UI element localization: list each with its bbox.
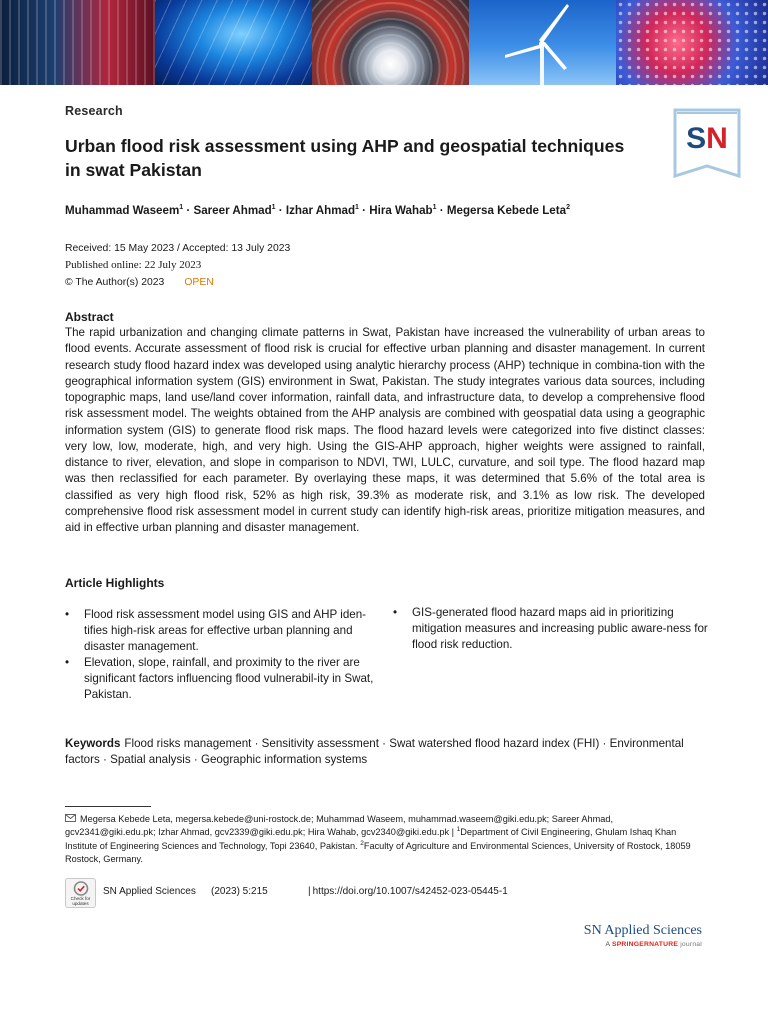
journal-footer-brand (584, 922, 702, 950)
journal-suffix: journal (680, 941, 702, 948)
author-separator: · (275, 204, 286, 217)
author-separator: · (436, 204, 447, 217)
correspondence-footnote (65, 813, 705, 867)
banner-image-server-racks (0, 0, 155, 85)
author-name[interactable]: Megersa Kebede Leta (446, 204, 567, 217)
doi-separator: | (308, 886, 311, 897)
keywords (65, 736, 705, 768)
highlight-text: Flood risk assessment model using GIS and AHP iden-tifies high-risk areas for effective urban planning and disaster management. (84, 608, 367, 653)
author-separator: · (183, 204, 194, 217)
svg-text:SN: SN (686, 122, 728, 155)
highlights-list-right (393, 605, 708, 653)
author-name[interactable]: Hira Wahab (369, 204, 433, 217)
highlights-list-left (65, 607, 375, 703)
received-accepted-date: Received: 15 May 2023 / Accepted: 13 July 2023 (65, 243, 291, 254)
envelope-icon (65, 814, 76, 822)
highlight-item (393, 605, 708, 653)
publication-dates (65, 240, 290, 291)
bullet-icon: • (65, 656, 70, 669)
banner-image-wind-turbine (469, 0, 616, 85)
journal-volume: (2023) 5:215 (211, 886, 268, 897)
abstract-heading: Abstract (65, 310, 114, 324)
check-for-updates-badge[interactable] (65, 878, 96, 908)
wind-turbine-icon (469, 0, 616, 85)
journal-name: SN Applied Sciences (103, 886, 196, 897)
open-access-badge[interactable]: OPEN (184, 277, 214, 288)
header-banner (0, 0, 768, 85)
highlight-text: Elevation, slope, rainfall, and proximity to the river are significant factors influencing flood vulnerabil-ity in Swat, Pakistan. (84, 656, 374, 701)
sn-logo (673, 108, 741, 178)
keywords-label: Keywords (65, 737, 121, 750)
author-name[interactable]: Muhammad Waseem (65, 204, 180, 217)
article-type-label: Research (65, 104, 123, 118)
affiliation-number: 2 (360, 839, 364, 847)
affiliation-1: Department of Civil Engineering, Ghulam Ishaq Khan Institute of Engineering Sciences and Technology, Topi 23640, Pakistan. (65, 827, 677, 851)
springer-logo-text: SPRINGER (611, 941, 650, 948)
affiliation-2: Faculty of Agriculture and Environmental Sciences, University of Rostock, 18059 Rostock, Germany. (65, 840, 691, 865)
author-name[interactable]: Sareer Ahmad (193, 204, 272, 217)
affiliation-number: 1 (432, 204, 437, 212)
highlight-item (65, 607, 375, 655)
article-title: Urban flood risk assessment using AHP and geospatial techniques in swat Pakistan (65, 136, 625, 180)
affiliation-number: 1 (271, 204, 276, 212)
bullet-icon: • (393, 606, 398, 619)
publisher-line (584, 940, 702, 950)
highlights-heading: Article Highlights (65, 576, 165, 590)
bullet-icon: • (65, 608, 70, 621)
abstract-text: The rapid urbanization and changing climate patterns in Swat, Pakistan have increased the vulnerability of urban areas to flood events. Accurate assessment of flood risk is crucial for effective urban planning and disaster management. In current research study flood hazard index was developed using analytic hierarchy process (AHP) technique in combina-tion with the geographical information system (GIS) environment in Swat, Pakistan. The study integrates various data sources, including topographic maps, land use/land cover information, rainfall data, and infrastructure data, to develop a comprehensive flood risk assessment model. The weights obtained from the AHP analysis are combined with geospatial data using a geographic information system (GIS) to generate flood risk maps. The flood hazard levels were categorized into five distinct classes: very low, low, moderate, high, and very high. Using the GIS-AHP approach, higher weights were assigned to rainfall, distance to river, elevation, and slope in comparison to NDVI, TWI, LULC, curvature, and soil type. The flood hazard map was then reclassified for each parameter. By overlaying these maps, it was determined that 5.6% of the total area is classified as very high flood risk, 52% as high risk, 39.3% as moderate risk, and 3.1% as low risk. The developed comprehensive flood risk assessment model in current study can identify high-risk areas, prioritize mitigation measures, and aid in effective urban planning and disaster management. (65, 326, 705, 535)
footer-journal-name: SN Applied Sciences (583, 923, 702, 938)
affiliation-number: 1 (456, 826, 461, 834)
copyright-text: © The Author(s) 2023 (65, 277, 165, 288)
doi-line (308, 886, 508, 897)
footnote-emails: Megersa Kebede Leta, megersa.kebede@uni-rostock.de; Muhammad Waseem, muhammad.waseem@giki.edu.pk; Sareer Ahmad, gcv2341@giki.edu.pk; Izhar Ahmad, gcv2339@giki.edu.pk; Hira Wahab, gcv2340@giki.edu.pk | (65, 814, 614, 838)
banner-image-blue-light (155, 0, 312, 85)
check-for-updates-label: Check for updates (70, 896, 91, 906)
affiliation-number: 2 (566, 204, 570, 212)
banner-image-machinery (312, 0, 469, 85)
author-name[interactable]: Izhar Ahmad (285, 204, 356, 217)
doi-link[interactable]: https://doi.org/10.1007/s42452-023-05445-1 (312, 886, 508, 897)
check-for-updates-icon (73, 881, 89, 896)
affiliation-number: 1 (179, 204, 184, 212)
highlight-item (65, 655, 375, 703)
copyright-line (65, 274, 290, 291)
footnote-divider (65, 806, 151, 807)
nature-logo-text: NATURE (649, 941, 679, 948)
publisher-prefix: A (605, 941, 610, 948)
author-list (65, 203, 705, 219)
highlight-text: GIS-generated flood hazard maps aid in prioritizing mitigation measures and increasing public aware-ness for flood risk reduction. (412, 606, 708, 651)
author-separator: · (358, 204, 370, 217)
banner-image-molecules (616, 0, 768, 85)
keywords-text: Flood risks management · Sensitivity assessment · Swat watershed flood hazard index (FHI) · Environmental factors · Spatial analysis · Geographic information systems (65, 737, 684, 766)
affiliation-number: 1 (355, 204, 359, 212)
published-date: Published online: 22 July 2023 (65, 259, 202, 271)
